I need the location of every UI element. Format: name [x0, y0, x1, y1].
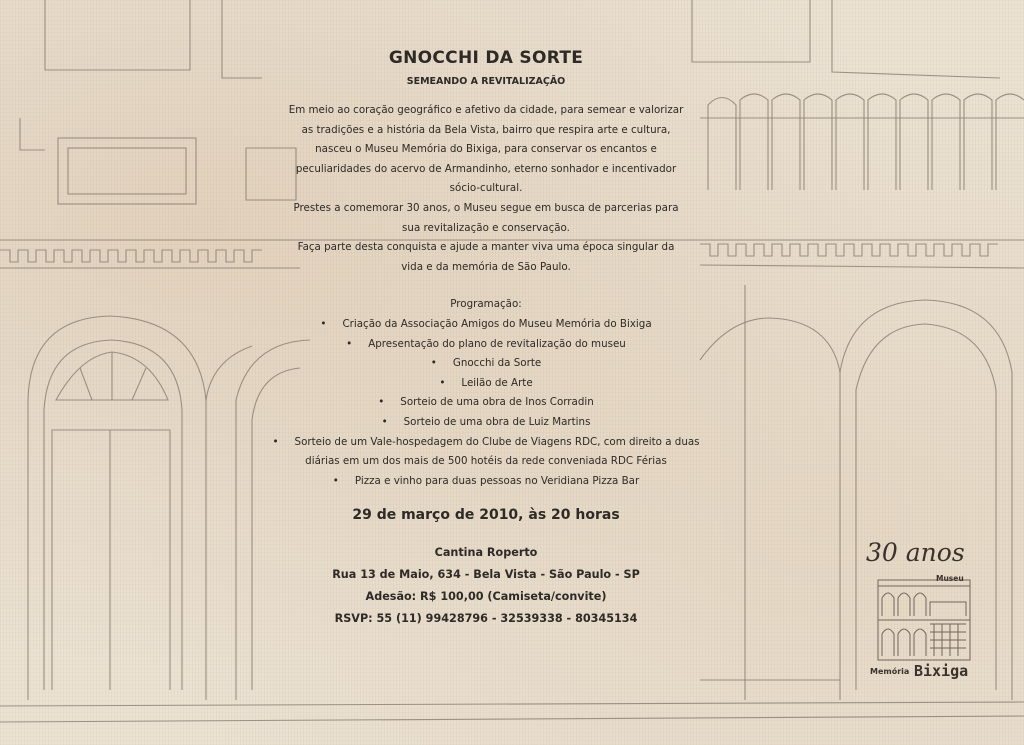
bullet-icon: • — [381, 415, 388, 428]
program-item-text: Criação da Associação Amigos do Museu Memória do Bixiga — [342, 317, 652, 330]
admission-fee: Adesão: R$ 100,00 (Camiseta/convite) — [365, 590, 607, 604]
intro-line: Faça parte desta conquista e ajude a manter viva uma época singular da — [297, 241, 675, 254]
program-item — [262, 433, 710, 472]
venue-block — [262, 542, 710, 630]
bullet-icon: • — [430, 357, 437, 370]
program-item — [262, 315, 710, 335]
intro-line: nasceu o Museu Memória do Bixiga, para conservar os encantos e — [315, 143, 657, 156]
program-item — [262, 393, 710, 413]
bullet-icon: • — [332, 474, 339, 487]
intro-line: as tradições e a história da Bela Vista, bairro que respira arte e cultura, — [301, 123, 671, 136]
program-item-text: Sorteio de uma obra de Luiz Martins — [403, 415, 591, 428]
bullet-icon: • — [439, 376, 446, 389]
intro-paragraph — [262, 101, 710, 277]
invitation-text-block — [262, 48, 710, 630]
bullet-icon: • — [378, 396, 385, 409]
intro-line: Em meio ao coração geográfico e afetivo da cidade, para semear e valorizar — [288, 104, 684, 116]
program-list — [262, 315, 710, 491]
program-item-text: Apresentação do plano de revitalização do museu — [368, 337, 626, 350]
program-item-text: Sorteio de uma obra de Inos Corradin — [400, 396, 594, 409]
intro-line: Prestes a comemorar 30 anos, o Museu segue em busca de parcerias para — [293, 201, 679, 214]
venue-name: Cantina Roperto — [434, 546, 538, 560]
anniversary-label: 30 anos — [866, 538, 965, 567]
museum-logo — [856, 538, 986, 688]
program-item — [262, 413, 710, 433]
logo-bixiga-label: Bixiga — [914, 662, 969, 680]
program-item-text: Leilão de Arte — [461, 376, 533, 389]
intro-line: peculiaridades do acervo de Armandinho, eterno sonhador e incentivador — [295, 162, 677, 175]
program-item — [262, 472, 710, 492]
logo-museu-label: Museu — [936, 574, 964, 583]
program-item — [262, 374, 710, 394]
intro-line: sócio-cultural. — [449, 182, 523, 195]
logo-memoria-label: Memória — [870, 667, 910, 676]
program-heading: Programação: — [450, 298, 522, 311]
program-item-text: Pizza e vinho para duas pessoas no Veridiana Pizza Bar — [354, 474, 640, 487]
rsvp-phones: RSVP: 55 (11) 99428796 - 32539338 - 80345134 — [334, 612, 638, 626]
event-title: GNOCCHI DA SORTE — [388, 48, 584, 68]
program-item — [262, 335, 710, 355]
bullet-icon: • — [272, 435, 279, 448]
intro-line: sua revitalização e conservação. — [402, 221, 570, 234]
museum-building-icon — [874, 576, 974, 662]
bullet-icon: • — [346, 337, 353, 350]
program-item-text: Gnocchi da Sorte — [452, 357, 542, 370]
program-item — [262, 354, 710, 374]
event-subtitle: SEMEANDO A REVITALIZAÇÃO — [406, 76, 566, 87]
program-item-text: Sorteio de um Vale-hospedagem do Clube de Viagens RDC, com direito a duas diárias em um dos mais de 500 hotéis da rede conveniada RDC Férias — [294, 435, 700, 468]
bullet-icon: • — [320, 317, 327, 330]
event-date: 29 de março de 2010, às 20 horas — [352, 507, 620, 524]
intro-line: vida e da memória de São Paulo. — [401, 260, 571, 273]
venue-address: Rua 13 de Maio, 634 - Bela Vista - São Paulo - SP — [332, 568, 640, 582]
